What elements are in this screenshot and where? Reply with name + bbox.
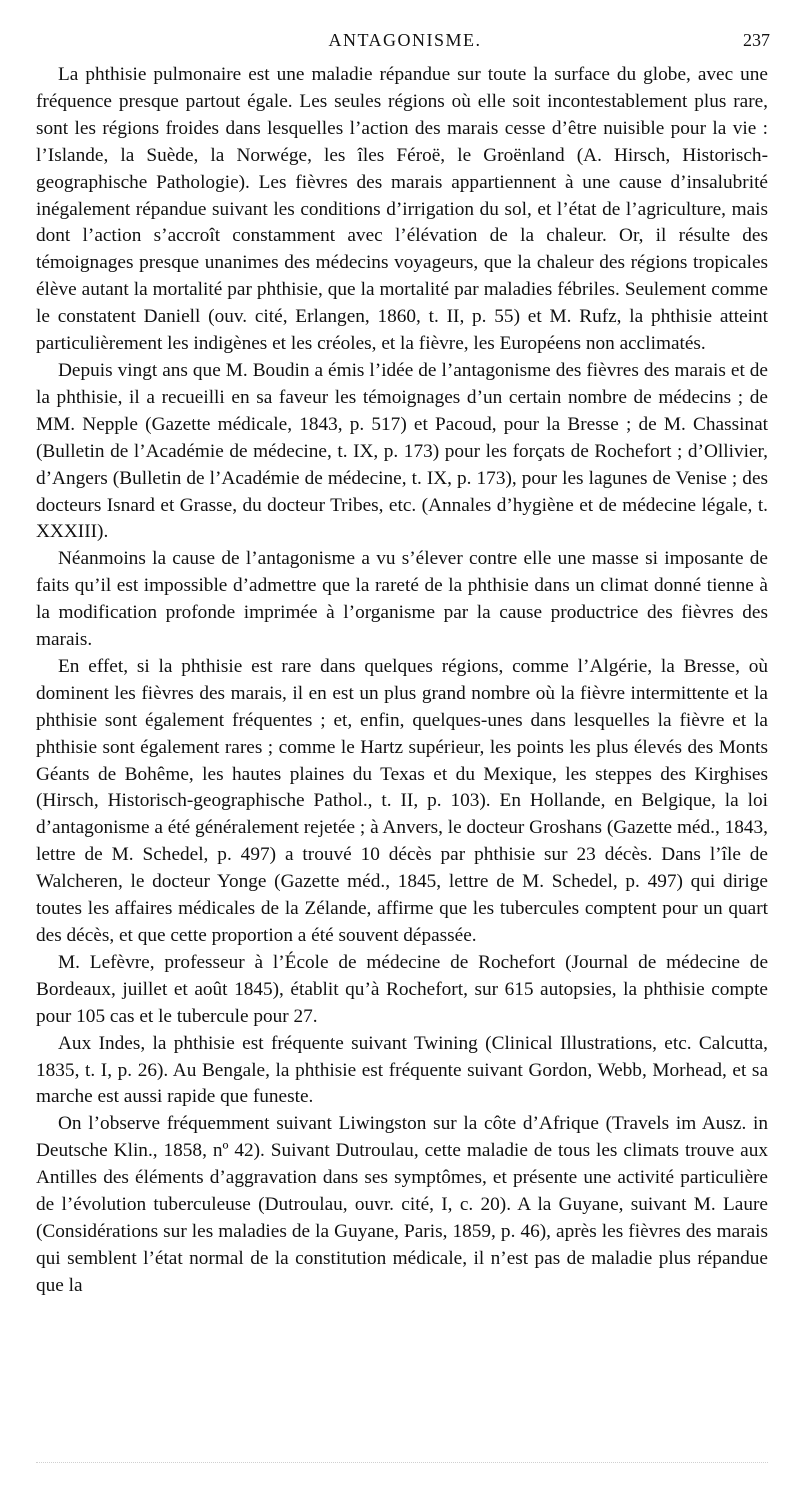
body-text (36, 62, 768, 1300)
page-number: 237 (743, 30, 770, 50)
paragraph-neanmoins: Néanmoins la cause de l’antagonisme a vu s’élever contre elle une masse si imposante de faits qu’il est impossible d’admettre que la rareté de la phthisie dans un climat donné tienne à la modification profonde imprimée à l’organisme par la cause productrice des fièvres des marais. (36, 548, 768, 651)
paragraph-lefevre: M. Lefèvre, professeur à l’École de médecine de Rochefort (Journal de médecine de Bordeaux, juillet et août 1845), établit qu’à Rochefort, sur 615 autopsies, la phthisie compte pour 105 cas et le tubercule pour 27. (36, 951, 768, 1027)
paragraph-en-effet: En effet, si la phthisie est rare dans quelques régions, comme l’Algérie, la Bresse, où dominent les fièvres des marais, il en est un plus grand nombre où la fièvre intermittente et la phthisie sont également fréquentes ; et, enfin, quelques-unes dans lesquelles la fièvre et la phthisie sont également rares ; comme le Hartz supérieur, les points les plus élevés des Monts Géants de Bohême, les hautes plaines du Texas et du Mexique, les steppes des Kirghises (Hirsch, Historisch-geographische Pathol., t. II, p. 103). En Hollande, en Belgique, la loi d’antagonisme a été généralement rejetée ; à Anvers, le docteur Groshans (Gazette méd., 1843, lettre de M. Schedel, p. 497) a trouvé 10 décès par phthisie sur 23 décès. Dans l’île de Walcheren, le docteur Yonge (Gazette méd., 1845, lettre de M. Schedel, p. 497) qui dirige toutes les affaires médicales de la Zélande, affirme que les tubercules comptent pour un quart des décès, et que cette proportion a été souvent dépassée. (36, 655, 768, 946)
bottom-dotted-rule (36, 1462, 768, 1463)
paragraph-aux-indes: Aux Indes, la phthisie est fréquente suivant Twining (Clinical Illustrations, etc. Calcutta, 1835, t. I, p. 26). Au Bengale, la phthisie est fréquente suivant Gordon, Webb, Morhead, et sa marche est aussi rapide que funeste. (36, 1032, 768, 1108)
paragraph-phthisie-repartition: La phthisie pulmonaire est une maladie répandue sur toute la surface du globe, avec une fréquence presque partout égale. Les seules régions où elle soit incontestablement plus rare, sont les régions froides dans lesquelles l’action des marais cesse d’être nuisible pour la vie : l’Islande, la Suède, la Norwége, les îles Féroë, le Groënland (A. Hirsch, Historisch-geographische Pathologie). Les fièvres des marais appartiennent à une cause d’insalubrité inégalement répandue suivant les conditions d’irrigation du sol, et l’état de l’agriculture, mais dont l’action s’accroît constamment avec l’élévation de la chaleur. Or, il résulte des témoignages presque unanimes des médecins voyageurs, que la chaleur des régions tropicales élève autant la mortalité par phthisie, que la mortalité par maladies fébriles. Seulement comme le constatent Daniell (ouv. cité, Erlangen, 1860, t. II, p. 55) et M. Rufz, la phthisie atteint particulièrement les indigènes et les créoles, et la fièvre, les Européens non acclimatés. (36, 64, 768, 355)
paragraph-boudin-antagonisme: Depuis vingt ans que M. Boudin a émis l’idée de l’antagonisme des fièvres des marais et de la phthisie, il a recueilli en sa faveur les témoignages d’un certain nombre de médecins ; de MM. Nepple (Gazette médicale, 1843, p. 517) et Pacoud, pour la Bresse ; de M. Chassinat (Bulletin de l’Académie de médecine, t. IX, p. 173) pour les forçats de Rochefort ; d’Ollivier, d’Angers (Bulletin de l’Académie de médecine, t. IX, p. 173), pour les lagunes de Venise ; des docteurs Isnard et Grasse, du docteur Tribes, etc. (Annales d’hygiène et de médecine légale, t. XXXIII). (36, 359, 768, 543)
running-head (40, 30, 770, 56)
running-title: ANTAGONISME. (328, 30, 482, 50)
paragraph-afrique-antilles-guyane: On l’observe fréquemment suivant Liwingston sur la côte d’Afrique (Travels im Ausz. in Deutsche Klin., 1858, nº 42). Suivant Dutroulau, cette maladie de tous les climats trouve aux Antilles des éléments d’aggravation dans ses symptômes, et présente une activité particulière de l’évolution tuberculeuse (Dutroulau, ouvr. cité, I, c. 20). A la Guyane, suivant M. Laure (Considérations sur les maladies de la Guyane, Paris, 1859, p. 46), après les fièvres des marais qui semblent l’état normal de la constitution médicale, il n’est pas de maladie plus répandue que la (36, 1113, 768, 1296)
